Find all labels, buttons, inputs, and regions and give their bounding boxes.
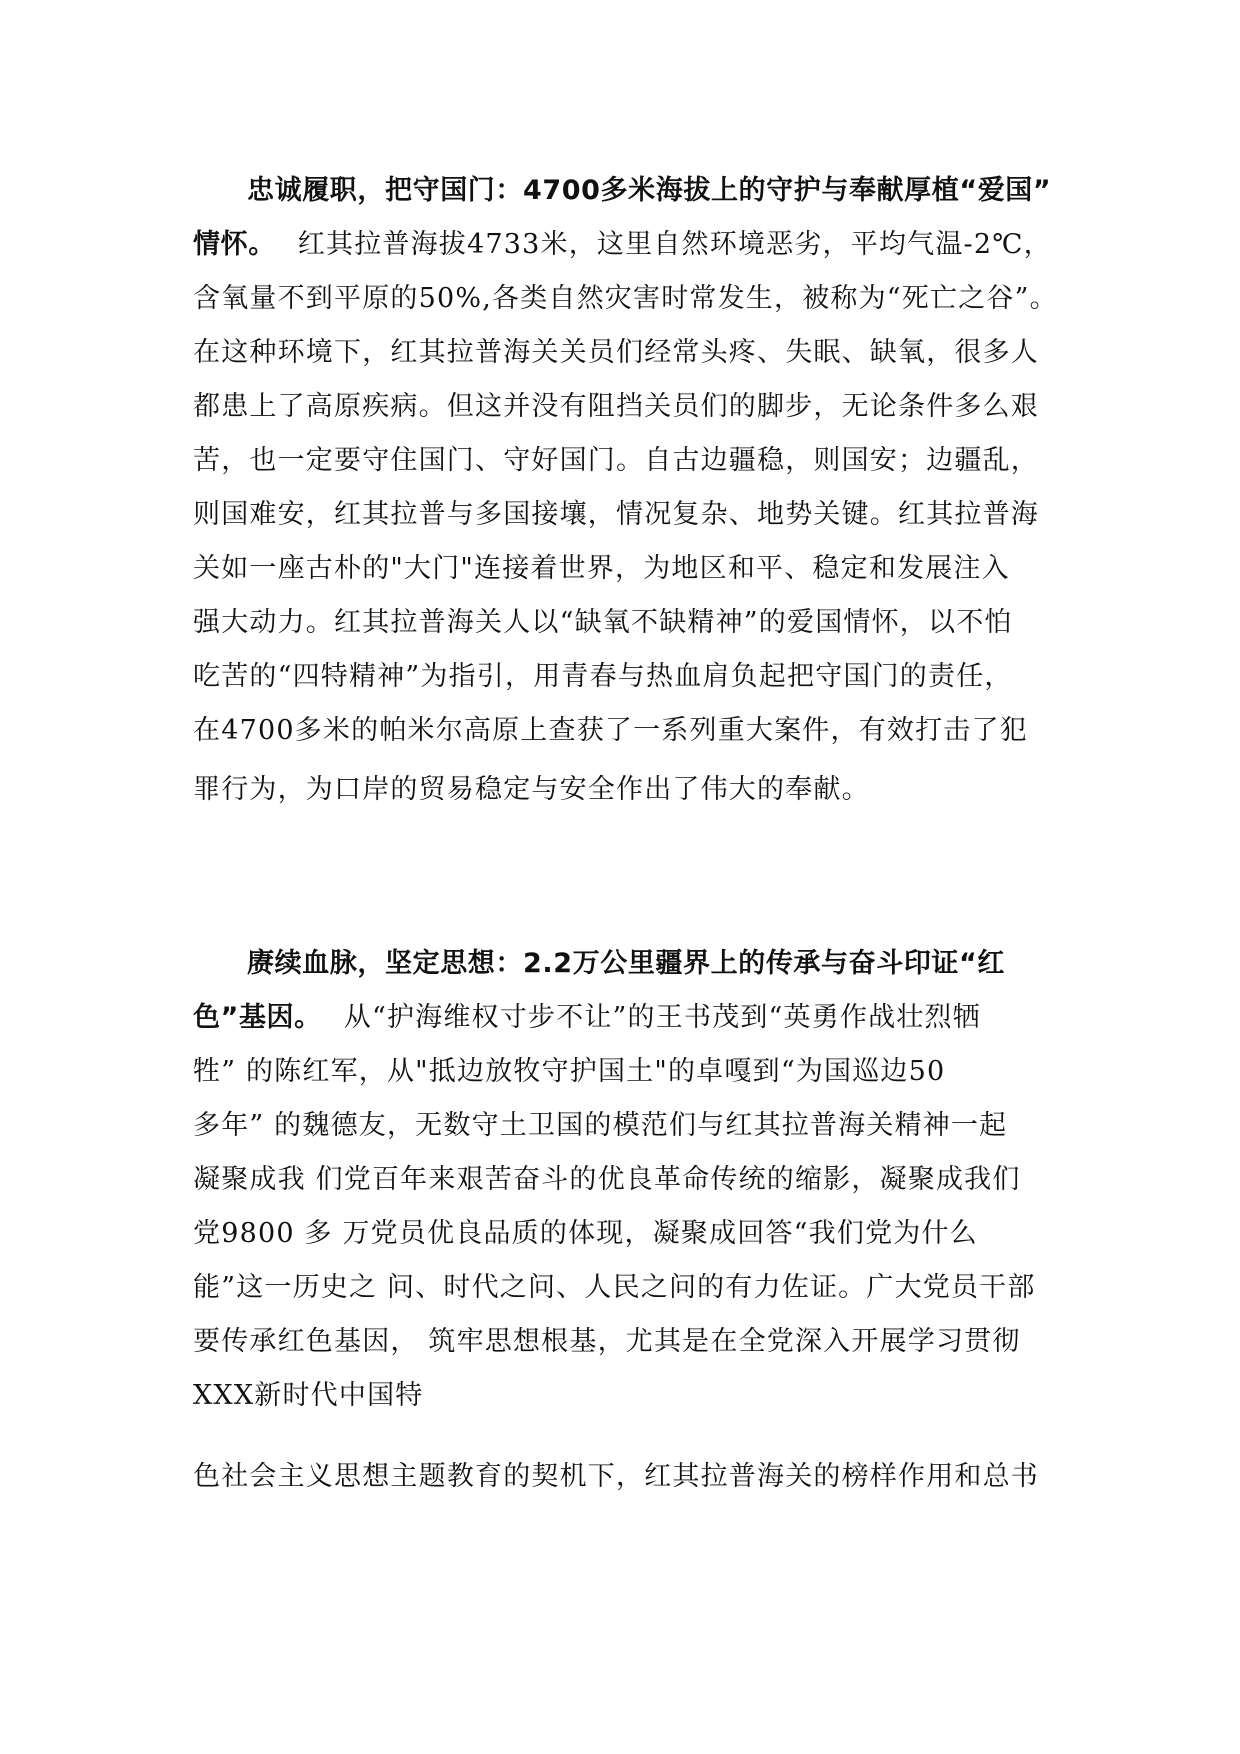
paragraph-line: 强大动力。红其拉普海关人以“缺氧不缺精神”的爱国情怀，以不怕 — [193, 607, 1013, 638]
paragraph-line: 色社会主义思想主题教育的契机下，红其拉普海关的榜样作用和总书 — [193, 1461, 1039, 1492]
paragraph-line: 关如一座古朴的"大门"连接着世界，为地区和平、稳定和发展注入 — [193, 553, 1010, 584]
paragraph-line: 则国难安，红其拉普与多国接壤，情况复杂、地势关键。红其拉普海 — [193, 499, 1039, 530]
paragraph-line: 在4700多米的帕米尔高原上查获了一系列重大案件，有效打击了犯 — [193, 715, 1028, 746]
section1-line — [193, 227, 1052, 263]
paragraph-line: 能”这一历史之 问、时代之问、人民之问的有力佐证。广大党员干部 — [193, 1272, 1036, 1303]
paragraph-line: 党9800 多 万党员优良品质的体现，凝聚成回答“我们党为什么 — [193, 1218, 978, 1249]
paragraph-line: 吃苦的“四特精神”为指引，用青春与热血肩负起把守国门的责任， — [193, 661, 1013, 692]
paragraph-line: 要传承红色基因， 筑牢思想根基，尤其是在全党深入开展学习贯彻 — [193, 1326, 1021, 1357]
paragraph-line: 在这种环境下，红其拉普海关关员们经常头疼、失眠、缺氧，很多人 — [193, 337, 1039, 368]
section2-text: 从“护海维权寸步不让”的王书茂到“英勇作战壮烈牺 — [343, 1002, 981, 1033]
paragraph-line: 牲” 的陈红军，从"抵边放牧守护国土"的卓嘎到“为国巡边50 — [193, 1056, 946, 1087]
section2-heading-end: 色”基因。 — [193, 1002, 322, 1033]
section1-heading: 忠诚履职，把守国门：4700多米海拔上的守护与奉献厚植“爱国” — [247, 175, 1052, 206]
section2-heading: 赓续血脉，坚定思想：2.2万公里疆界上的传承与奋斗印证“红 — [247, 948, 1005, 979]
section2-line — [193, 1000, 981, 1036]
paragraph-line: 都患上了高原疾病。但这并没有阻挡关员们的脚步，无论条件多么艰 — [193, 391, 1039, 422]
paragraph-line: 含氧量不到平原的50%,各类自然灾害时常发生，被称为“死亡之谷”。 — [193, 283, 1058, 314]
paragraph-line: 凝聚成我 们党百年来艰苦奋斗的优良革命传统的缩影，凝聚成我们 — [193, 1164, 1021, 1195]
paragraph-line: XXX新时代中国特 — [193, 1380, 424, 1411]
paragraph-line: 罪行为，为口岸的贸易稳定与安全作出了伟大的奉献。 — [193, 774, 870, 805]
paragraph-line: 多年” 的魏德友，无数守土卫国的模范们与红其拉普海关精神一起 — [193, 1110, 1008, 1141]
paragraph-line: 苦，也一定要守住国门、守好国门。自古边疆稳，则国安；边疆乱， — [193, 445, 1039, 476]
section1-text: 红其拉普海拔4733米，这里自然环境恶劣，平均气温-2℃， — [297, 229, 1052, 260]
section1-heading-end: 情怀。 — [193, 229, 276, 260]
